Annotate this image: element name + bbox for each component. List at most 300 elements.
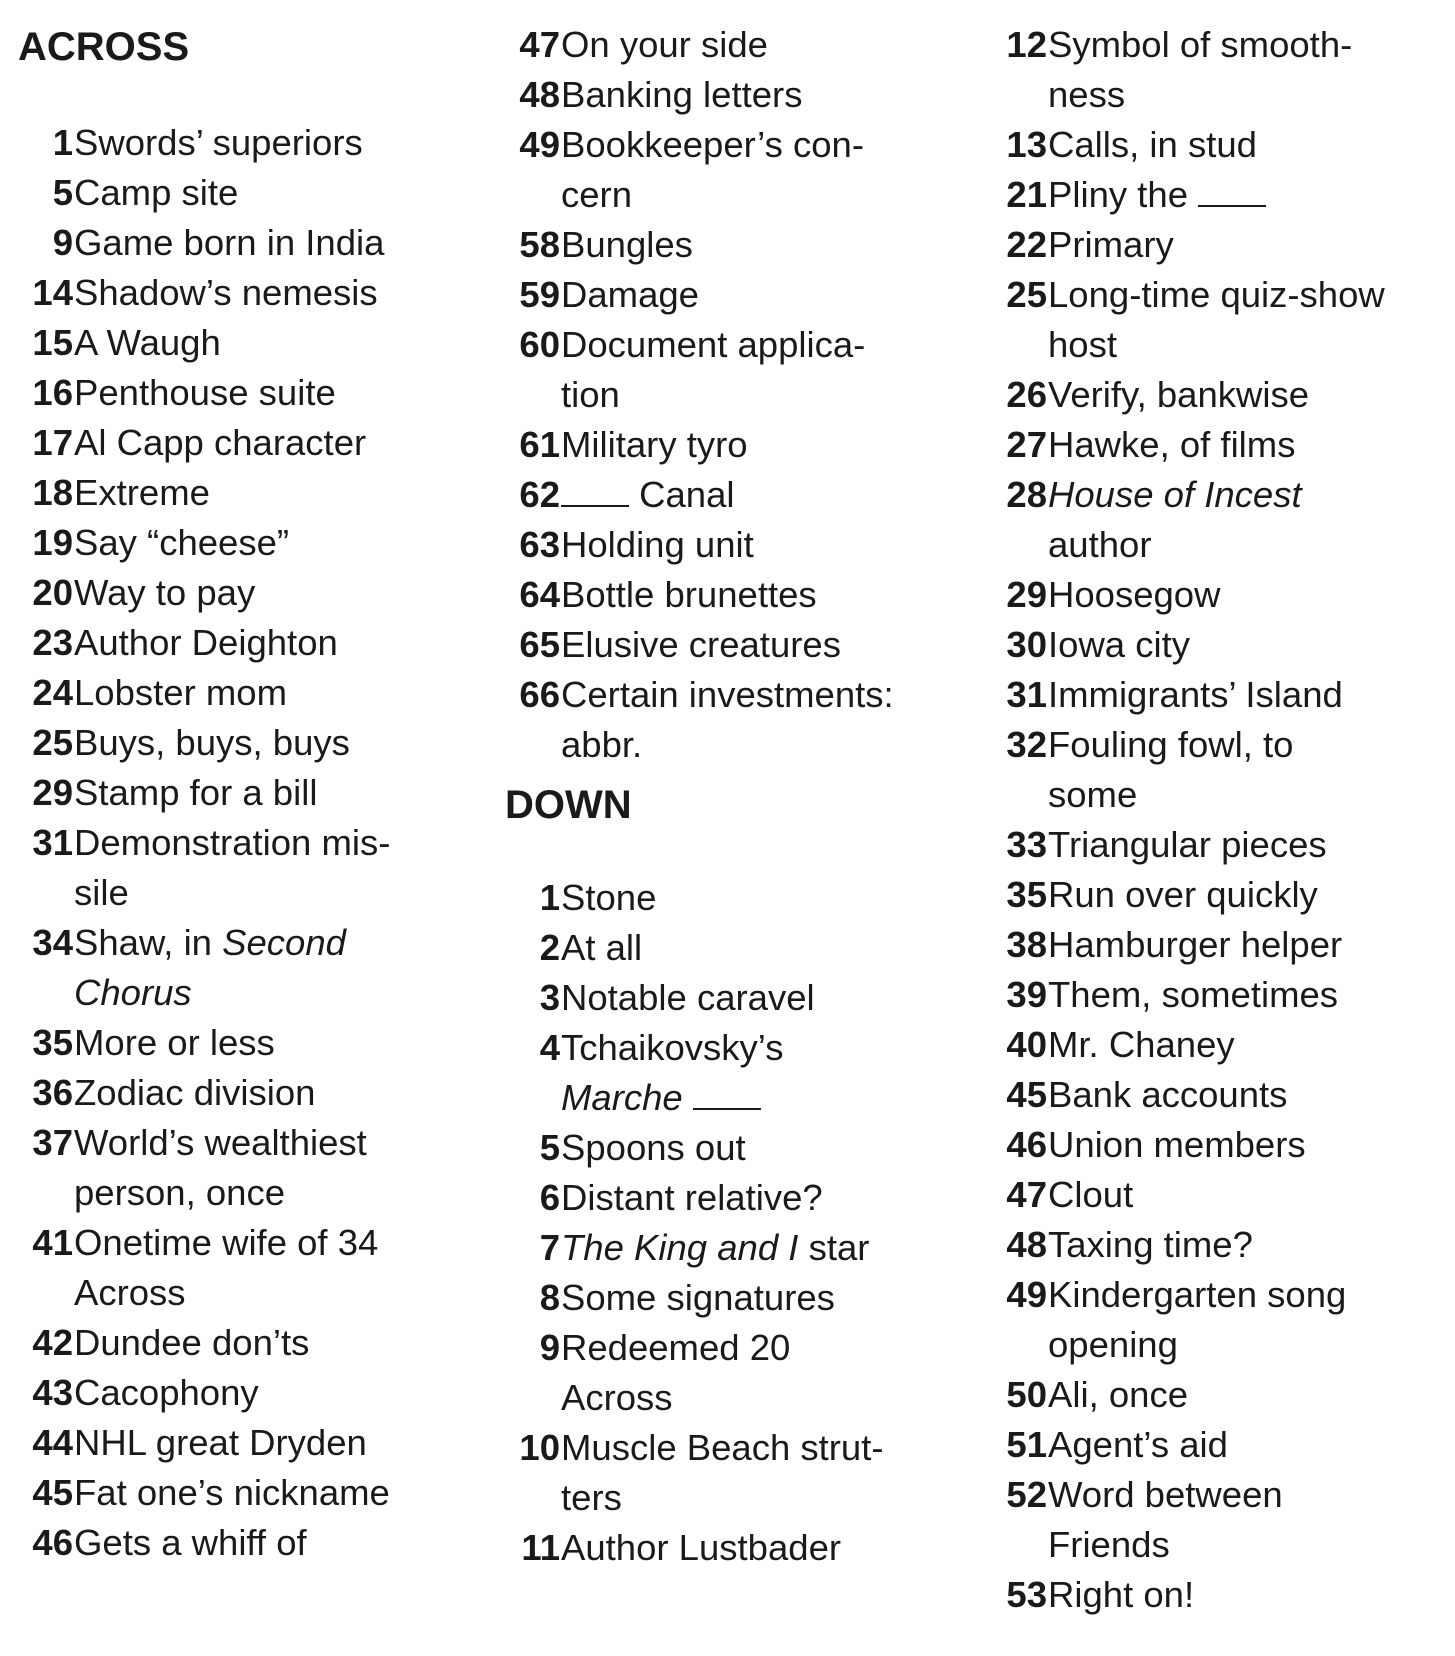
- clue-line: Redeemed 20: [561, 1327, 791, 1368]
- clue-number: 35: [32, 1022, 73, 1063]
- down-clue-12: [992, 20, 1455, 120]
- clue-line: NHL great Dryden: [74, 1422, 367, 1463]
- clue-text: [73, 1468, 390, 1518]
- down-clue-28: [992, 470, 1455, 570]
- clue-number: 1: [539, 877, 560, 918]
- clue-text: [560, 923, 642, 973]
- across-clue-20: [18, 568, 458, 618]
- clue-line: Kindergarten song: [1048, 1274, 1347, 1315]
- clue-line: Ali, once: [1048, 1374, 1188, 1415]
- across-clue-48: [505, 70, 975, 120]
- down-clue-2: [505, 923, 975, 973]
- clue-text: [560, 973, 815, 1023]
- down-clue-22: [992, 220, 1455, 270]
- clue-text: [73, 1368, 259, 1418]
- clue-line: Right on!: [1048, 1574, 1195, 1615]
- across-clue-16: [18, 368, 458, 418]
- clue-text: [73, 268, 378, 318]
- clue-text: [1047, 570, 1220, 620]
- clue-line: Agent’s aid: [1048, 1424, 1228, 1465]
- clue-line: Hawke, of films: [1048, 424, 1296, 465]
- clue-line: Symbol of smooth-: [1048, 24, 1353, 65]
- clue-number: 16: [32, 372, 73, 413]
- clue-line: Way to pay: [74, 572, 256, 613]
- clue-text: [73, 218, 384, 268]
- down-clue-50: [992, 1370, 1455, 1420]
- clue-text: [560, 1273, 835, 1323]
- clue-text: [560, 470, 735, 520]
- clue-text: [1047, 1170, 1133, 1220]
- clue-line: Mr. Chaney: [1048, 1024, 1235, 1065]
- clue-line: Muscle Beach strut-: [561, 1427, 884, 1468]
- clue-line: Bungles: [561, 224, 693, 265]
- clue-line: Notable caravel: [561, 977, 815, 1018]
- across-clue-36: [18, 1068, 458, 1118]
- across-clue-62: [505, 470, 975, 520]
- clue-line: Cacophony: [74, 1372, 259, 1413]
- clue-number: 37: [32, 1122, 73, 1163]
- clue-line: Onetime wife of 34: [74, 1222, 379, 1263]
- clue-text: [1047, 1470, 1283, 1570]
- clue-line: On your side: [561, 24, 768, 65]
- clue-number: 45: [1006, 1074, 1047, 1115]
- clue-line: cern: [561, 174, 633, 215]
- down-clue-27: [992, 420, 1455, 470]
- clue-line: Fat one’s nickname: [74, 1472, 390, 1513]
- across-clue-23: [18, 618, 458, 668]
- clue-text: [560, 1323, 790, 1423]
- clue-number: 28: [1006, 474, 1047, 515]
- clue-line: sile: [74, 872, 129, 913]
- clue-line: Primary: [1048, 224, 1174, 265]
- clue-line: World’s wealthiest: [74, 1122, 367, 1163]
- clue-number: 46: [1006, 1124, 1047, 1165]
- down-clue-26: [992, 370, 1455, 420]
- clue-line: At all: [561, 927, 643, 968]
- down-clue-3: [505, 973, 975, 1023]
- across-clue-list-1: [18, 118, 458, 1568]
- clue-text: [73, 1068, 315, 1118]
- clue-text: [73, 718, 350, 768]
- clue-number: 23: [32, 622, 73, 663]
- clue-line: House of Incest: [1048, 474, 1302, 515]
- across-clue-5: [18, 168, 458, 218]
- down-clue-11: [505, 1523, 975, 1573]
- clue-number: 31: [32, 822, 73, 863]
- clue-number: 29: [32, 772, 73, 813]
- clue-line: Across: [561, 1377, 673, 1418]
- clue-text: [560, 270, 699, 320]
- clue-line: author: [1048, 524, 1152, 565]
- clue-text: [560, 620, 841, 670]
- clue-line: Lobster mom: [74, 672, 287, 713]
- clue-number: 5: [539, 1127, 560, 1168]
- clue-number: 13: [1006, 124, 1047, 165]
- clue-line: Union members: [1048, 1124, 1306, 1165]
- clue-line: Shaw, in Second: [74, 922, 346, 963]
- down-clue-46: [992, 1120, 1455, 1170]
- clue-number: 44: [32, 1422, 73, 1463]
- clue-line: Demonstration mis-: [74, 822, 391, 863]
- across-clue-44: [18, 1418, 458, 1468]
- across-clue-list-2: [505, 20, 975, 770]
- clue-line: Word between: [1048, 1474, 1283, 1515]
- clue-number: 7: [539, 1227, 560, 1268]
- across-clue-18: [18, 468, 458, 518]
- down-clue-30: [992, 620, 1455, 670]
- clue-line: Gets a whiff of: [74, 1522, 307, 1563]
- clue-text: [560, 120, 864, 220]
- clue-line: Taxing time?: [1048, 1224, 1253, 1265]
- clue-number: 52: [1006, 1474, 1047, 1515]
- clue-number: 49: [519, 124, 560, 165]
- clue-number: 10: [519, 1427, 560, 1468]
- down-clue-6: [505, 1173, 975, 1223]
- clue-text: [560, 1023, 783, 1123]
- clue-number: 66: [519, 674, 560, 715]
- down-clue-49: [992, 1270, 1455, 1370]
- clue-line: Zodiac division: [74, 1072, 316, 1113]
- down-clue-list-1: [505, 873, 975, 1573]
- clue-text: [560, 670, 894, 770]
- clue-text: [560, 220, 693, 270]
- clue-text: [560, 420, 748, 470]
- clue-number: 33: [1006, 824, 1047, 865]
- down-clue-5: [505, 1123, 975, 1173]
- clue-line: Some signatures: [561, 1277, 835, 1318]
- clue-number: 8: [539, 1277, 560, 1318]
- clue-line: abbr.: [561, 724, 643, 765]
- clue-number: 47: [519, 24, 560, 65]
- clue-number: 35: [1006, 874, 1047, 915]
- down-clue-38: [992, 920, 1455, 970]
- across-clue-65: [505, 620, 975, 670]
- clue-text: [560, 320, 865, 420]
- clue-number: 61: [519, 424, 560, 465]
- clue-line: Friends: [1048, 1524, 1170, 1565]
- clue-text: [1047, 1070, 1287, 1120]
- down-clue-9: [505, 1323, 975, 1423]
- clue-number: 63: [519, 524, 560, 565]
- clue-line: Military tyro: [561, 424, 748, 465]
- down-clue-8: [505, 1273, 975, 1323]
- clue-line: Stone: [561, 877, 657, 918]
- clue-line: Run over quickly: [1048, 874, 1318, 915]
- clue-line: Bottle brunettes: [561, 574, 817, 615]
- clue-text: [73, 468, 210, 518]
- across-clue-25: [18, 718, 458, 768]
- clue-text: [1047, 120, 1257, 170]
- clue-line: Elusive creatures: [561, 624, 841, 665]
- clue-text: [1047, 920, 1342, 970]
- clue-text: [560, 20, 768, 70]
- clue-line: Al Capp character: [74, 422, 367, 463]
- clue-line: Game born in India: [74, 222, 385, 263]
- clue-text: [73, 668, 287, 718]
- down-clue-31: [992, 670, 1455, 720]
- clue-number: 4: [539, 1027, 560, 1068]
- clue-number: 12: [1006, 24, 1047, 65]
- down-clue-33: [992, 820, 1455, 870]
- down-clue-21: [992, 170, 1455, 220]
- clue-text: [1047, 870, 1318, 920]
- clue-line: Bookkeeper’s con-: [561, 124, 864, 165]
- across-clue-24: [18, 668, 458, 718]
- clue-line: Immigrants’ Island: [1048, 674, 1343, 715]
- clue-line: Holding unit: [561, 524, 754, 565]
- clue-text: [1047, 220, 1174, 270]
- clue-text: [560, 1523, 841, 1573]
- across-clue-46: [18, 1518, 458, 1568]
- down-heading: DOWN: [505, 783, 632, 827]
- clue-number: 46: [32, 1522, 73, 1563]
- clue-text: [73, 768, 317, 818]
- clue-number: 18: [32, 472, 73, 513]
- down-clue-47: [992, 1170, 1455, 1220]
- clue-line: ness: [1048, 74, 1126, 115]
- clue-number: 65: [519, 624, 560, 665]
- clue-number: 59: [519, 274, 560, 315]
- clue-number: 32: [1006, 724, 1047, 765]
- clue-line: Verify, bankwise: [1048, 374, 1310, 415]
- clue-text: [560, 570, 817, 620]
- clue-number: 64: [519, 574, 560, 615]
- clue-number: 22: [1006, 224, 1047, 265]
- down-clue-48: [992, 1220, 1455, 1270]
- clue-number: 15: [32, 322, 73, 363]
- down-clue-32: [992, 720, 1455, 820]
- clue-line: Across: [74, 1272, 186, 1313]
- clue-number: 26: [1006, 374, 1047, 415]
- clue-number: 21: [1006, 174, 1047, 215]
- clue-line: ters: [561, 1477, 622, 1518]
- clue-text: [1047, 970, 1338, 1020]
- clue-line: The King and I star: [561, 1227, 870, 1268]
- clue-number: 41: [32, 1222, 73, 1263]
- clue-number: 2: [539, 927, 560, 968]
- clue-number: 36: [32, 1072, 73, 1113]
- clue-line: Canal: [561, 470, 735, 520]
- down-clue-list-2: [992, 20, 1455, 1620]
- down-clue-53: [992, 1570, 1455, 1620]
- across-clue-45: [18, 1468, 458, 1518]
- clue-text: [560, 873, 656, 923]
- down-clue-29: [992, 570, 1455, 620]
- down-clue-1: [505, 873, 975, 923]
- clue-line: A Waugh: [74, 322, 221, 363]
- clue-text: [73, 1118, 367, 1218]
- across-clue-66: [505, 670, 975, 770]
- clue-line: Dundee don’ts: [74, 1322, 310, 1363]
- clue-text: [1047, 820, 1327, 870]
- across-clue-61: [505, 420, 975, 470]
- clue-number: 25: [1006, 274, 1047, 315]
- clue-line: Long-time quiz-show: [1048, 274, 1385, 315]
- down-clue-10: [505, 1423, 975, 1523]
- clue-line: tion: [561, 374, 620, 415]
- clue-line: Spoons out: [561, 1127, 746, 1168]
- clue-text: [1047, 370, 1309, 420]
- clue-number: 24: [32, 672, 73, 713]
- clue-text: [73, 1318, 309, 1368]
- across-clue-17: [18, 418, 458, 468]
- across-clue-47: [505, 20, 975, 70]
- clue-text: [73, 818, 390, 918]
- clue-number: 48: [1006, 1224, 1047, 1265]
- across-clue-35: [18, 1018, 458, 1068]
- clue-number: 20: [32, 572, 73, 613]
- clue-text: [1047, 670, 1343, 720]
- clue-number: 34: [32, 922, 73, 963]
- clue-line: Certain investments:: [561, 674, 894, 715]
- clue-text: [1047, 1370, 1188, 1420]
- clue-number: 49: [1006, 1274, 1047, 1315]
- across-clue-60: [505, 320, 975, 420]
- across-clue-43: [18, 1368, 458, 1418]
- clue-line: Swords’ superiors: [74, 122, 363, 163]
- clue-text: [1047, 470, 1302, 570]
- clue-line: person, once: [74, 1172, 286, 1213]
- across-clue-63: [505, 520, 975, 570]
- clue-text: [560, 70, 802, 120]
- clue-text: [73, 568, 255, 618]
- clue-line: More or less: [74, 1022, 275, 1063]
- clue-text: [73, 1218, 378, 1318]
- clue-text: [73, 118, 363, 168]
- clue-text: [73, 918, 346, 1018]
- clue-line: some: [1048, 774, 1138, 815]
- clue-line: Banking letters: [561, 74, 803, 115]
- clue-text: [1047, 1270, 1346, 1370]
- clue-text: [560, 1423, 884, 1523]
- clue-text: [73, 1518, 307, 1568]
- clue-text: [1047, 420, 1295, 470]
- across-clue-31: [18, 818, 458, 918]
- clue-line: Chorus: [74, 972, 192, 1013]
- clue-number: 39: [1006, 974, 1047, 1015]
- clue-text: [1047, 170, 1266, 220]
- across-clue-9: [18, 218, 458, 268]
- across-clue-41: [18, 1218, 458, 1318]
- clue-number: 25: [32, 722, 73, 763]
- clue-number: 31: [1006, 674, 1047, 715]
- across-clue-42: [18, 1318, 458, 1368]
- clue-number: 29: [1006, 574, 1047, 615]
- clue-text: [1047, 270, 1385, 370]
- clue-line: Calls, in stud: [1048, 124, 1257, 165]
- clue-line: Document applica-: [561, 324, 866, 365]
- clue-text: [73, 1018, 275, 1068]
- clue-number: 6: [539, 1177, 560, 1218]
- clue-line: Hoosegow: [1048, 574, 1221, 615]
- clue-text: [1047, 620, 1190, 670]
- clue-number: 45: [32, 1472, 73, 1513]
- clue-number: 43: [32, 1372, 73, 1413]
- clue-line: Extreme: [74, 472, 210, 513]
- clue-number: 60: [519, 324, 560, 365]
- across-clue-14: [18, 268, 458, 318]
- down-clue-7: [505, 1223, 975, 1273]
- clue-number: 1: [52, 122, 73, 163]
- clue-text: [73, 368, 336, 418]
- clue-number: 11: [521, 1527, 560, 1568]
- clue-number: 40: [1006, 1024, 1047, 1065]
- clue-line: Clout: [1048, 1174, 1134, 1215]
- down-clue-13: [992, 120, 1455, 170]
- clue-number: 53: [1006, 1574, 1047, 1615]
- clue-number: 58: [519, 224, 560, 265]
- clue-line: Bank accounts: [1048, 1074, 1288, 1115]
- clue-number: 5: [52, 172, 73, 213]
- clue-text: [73, 518, 289, 568]
- clue-text: [1047, 720, 1293, 820]
- clue-text: [560, 1123, 746, 1173]
- clue-number: 50: [1006, 1374, 1047, 1415]
- down-clue-39: [992, 970, 1455, 1020]
- clue-text: [560, 1173, 823, 1223]
- clue-number: 9: [52, 222, 73, 263]
- clue-text: [1047, 1570, 1194, 1620]
- across-clue-19: [18, 518, 458, 568]
- clue-line: Camp site: [74, 172, 239, 213]
- clue-text: [73, 418, 366, 468]
- down-clue-51: [992, 1420, 1455, 1470]
- clue-line: Shadow’s nemesis: [74, 272, 378, 313]
- across-clue-34: [18, 918, 458, 1018]
- clue-text: [73, 168, 238, 218]
- clue-text: [1047, 1220, 1253, 1270]
- clue-text: [560, 1223, 869, 1273]
- clue-number: 19: [32, 522, 73, 563]
- across-clue-49: [505, 120, 975, 220]
- clue-line: host: [1048, 324, 1117, 365]
- clue-number: 14: [32, 272, 73, 313]
- down-clue-4: [505, 1023, 975, 1123]
- clue-number: 27: [1006, 424, 1047, 465]
- clue-line: Fouling fowl, to: [1048, 724, 1294, 765]
- clue-line: Tchaikovsky’s: [561, 1027, 784, 1068]
- clue-line: Iowa city: [1048, 624, 1190, 665]
- clue-text: [1047, 1120, 1306, 1170]
- clue-text: [560, 520, 754, 570]
- down-clue-35: [992, 870, 1455, 920]
- clue-number: 42: [32, 1322, 73, 1363]
- clue-line: Say “cheese”: [74, 522, 290, 563]
- clue-number: 30: [1006, 624, 1047, 665]
- across-clue-29: [18, 768, 458, 818]
- clue-line: Pliny the: [1048, 170, 1266, 220]
- clue-text: [1047, 1420, 1228, 1470]
- clue-number: 38: [1006, 924, 1047, 965]
- across-clue-37: [18, 1118, 458, 1218]
- clue-line: Hamburger helper: [1048, 924, 1343, 965]
- clue-number: 3: [539, 977, 560, 1018]
- down-clue-40: [992, 1020, 1455, 1070]
- clue-text: [1047, 20, 1352, 120]
- clue-line: Them, sometimes: [1048, 974, 1339, 1015]
- clue-number: 47: [1006, 1174, 1047, 1215]
- clue-line: Triangular pieces: [1048, 824, 1327, 865]
- across-heading: ACROSS: [18, 25, 190, 69]
- across-clue-58: [505, 220, 975, 270]
- clue-line: Damage: [561, 274, 699, 315]
- clue-text: [73, 318, 221, 368]
- clue-line: opening: [1048, 1324, 1178, 1365]
- clue-line: Distant relative?: [561, 1177, 823, 1218]
- down-clue-52: [992, 1470, 1455, 1570]
- across-clue-15: [18, 318, 458, 368]
- clue-text: [73, 1418, 367, 1468]
